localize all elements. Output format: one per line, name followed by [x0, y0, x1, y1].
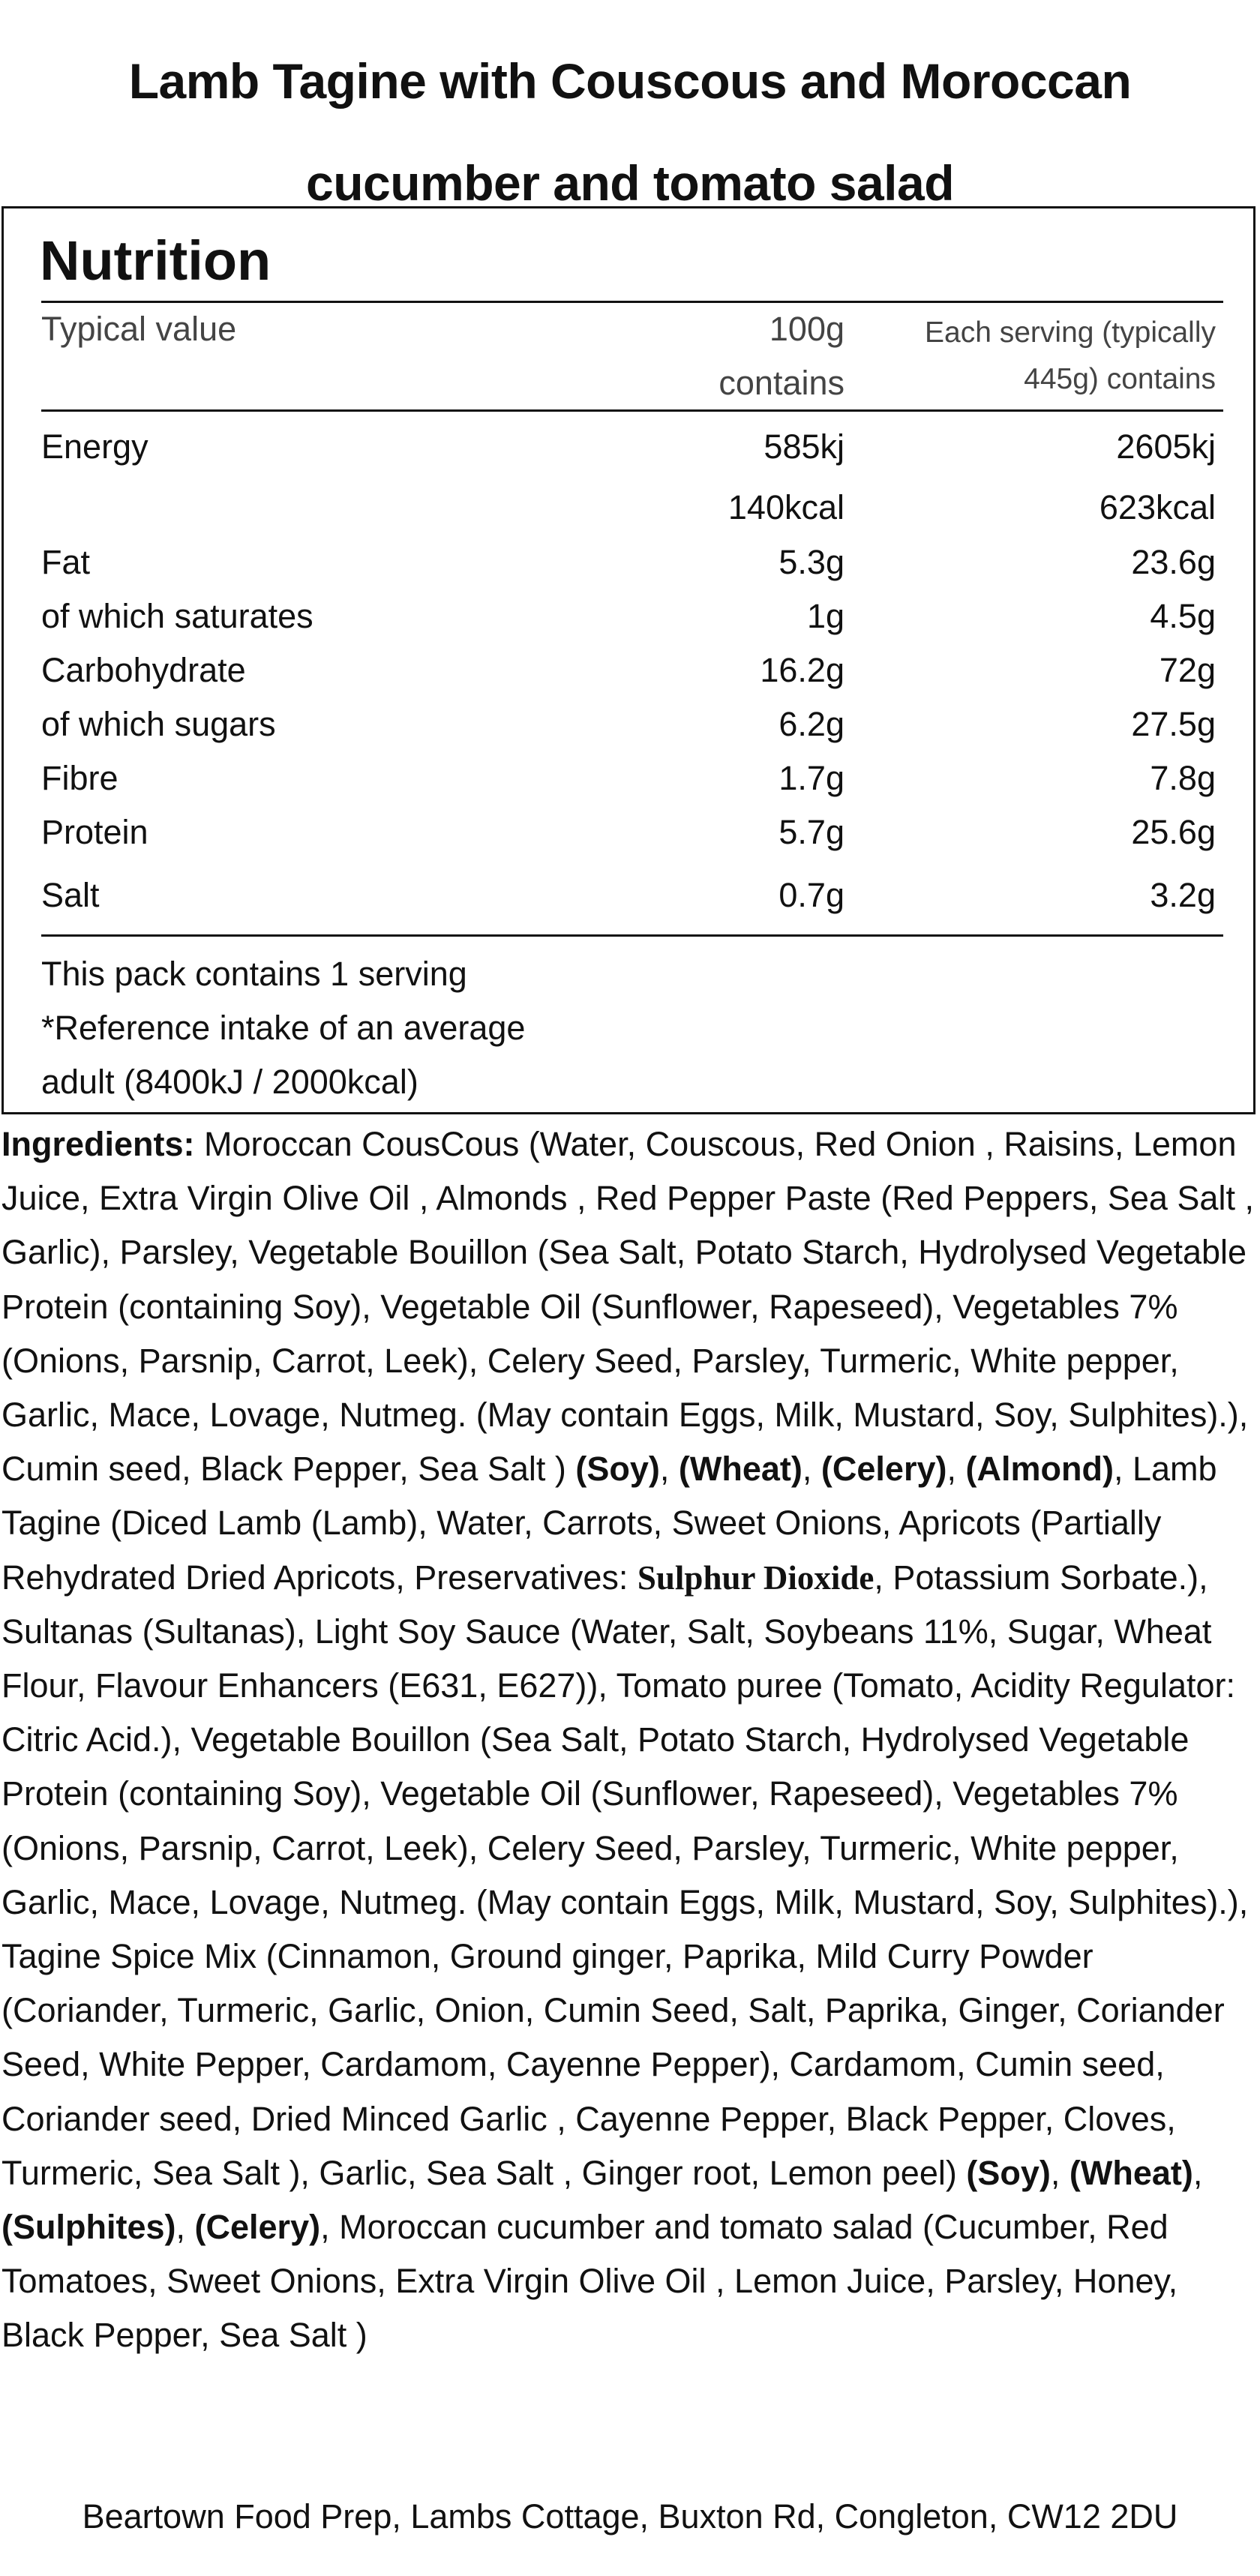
ingredients-text — [2, 1117, 1258, 2363]
nutrient-per-100g: 1.7g — [778, 759, 844, 797]
header-per-serving-line2: 445g) contains — [1024, 363, 1216, 395]
nutrient-label: of which saturates — [41, 597, 314, 635]
allergen: (Soy) — [966, 2153, 1051, 2192]
reference-intake-note: adult (8400kJ / 2000kcal) — [41, 1063, 418, 1101]
address-footer: Beartown Food Prep, Lambs Cottage, Buxton Rd, Congleton, CW12 2DU — [82, 2497, 1178, 2536]
separator: , — [802, 1450, 821, 1489]
nutrient-label: Salt — [41, 876, 100, 914]
ingredients-part: , Potassium Sorbate.), Sultanas (Sultanas), Light Soy Sauce (Water, Salt, Soybeans 11%, Sugar, Wheat Flour, Flavour Enhancers (E631, E627)), Tomato puree (Tomato, Acidity Regulator: Citric Acid.), Vegetable Bouillon (Sea Salt, Potato Starch, Hydrolysed Vegetable Protein (containing Soy), Vegetable Oil (Sunflower, Rapeseed), Vegetables 7% (Onions, Parsnip, Carrot, Leek), Celery Seed, Parsley, Turmeric, White pepper, Garlic, Mace, Lovage, Nutmeg. (May contain Eggs, Milk, Mustard, Soy, Sulphites).), Tagine Spice Mix (Cinnamon, Ground ginger, Paprika, Mild Curry Powder (Coriander, Turmeric, Garlic, Onion, Cumin Seed, Salt, Paprika, Ginger, Coriander Seed, White Pepper, Cardamom, Cayenne Pepper), Cardamom, Cumin seed, Coriander seed, Dried Minced Garlic , Cayenne Pepper, Black Pepper, Cloves, Turmeric, Sea Salt ), Garlic, Sea Salt , Ginger root, Lemon peel) — [2, 1558, 1249, 2192]
nutrient-per-100g: 0.7g — [778, 876, 844, 914]
nutrient-per-100g: 5.7g — [778, 813, 844, 851]
header-per-100g-line1: 100g — [769, 310, 844, 348]
ingredients-part: , Lamb Tagine (Diced Lamb (Lamb), Water, Carrots, Sweet Onions, Apricots (Partially Rehydrated Dried Apricots, Preservatives: — [2, 1450, 1217, 1597]
ingredients-part: Moroccan CousCous (Water, Couscous, Red Onion , Raisins, Lemon Juice, Extra Virgin Olive Oil , Almonds , Red Pepper Paste (Red Peppers, Sea Salt , Garlic), Parsley, Vegetable Bouillon (Sea Salt, Potato Starch, Hydrolysed Vegetable Protein (containing Soy), Vegetable Oil (Sunflower, Rapeseed), Vegetables 7% (Onions, Parsnip, Carrot, Leek), Celery Seed, Parsley, Turmeric, White pepper, Garlic, Mace, Lovage, Nutmeg. (May contain Eggs, Milk, Mustard, Soy, Sulphites).), Cumin seed, Black Pepper, Sea Salt ) — [2, 1125, 1254, 1489]
nutrient-per-serving: 7.8g — [1150, 759, 1216, 797]
allergen: Sulphur Dioxide — [637, 1558, 874, 1597]
header-per-serving-line1: Each serving (typically — [925, 316, 1216, 349]
header-per-100g-line2: contains — [718, 364, 844, 402]
separator: , — [176, 2208, 195, 2247]
reference-intake-note: *Reference intake of an average — [41, 1009, 526, 1047]
nutrient-label: Protein — [41, 813, 148, 851]
divider-bottom — [41, 934, 1223, 937]
separator: , — [659, 1450, 679, 1489]
allergen: (Soy) — [575, 1450, 660, 1489]
nutrient-per-serving: 72g — [1159, 651, 1216, 689]
nutrient-label: Carbohydrate — [41, 651, 246, 689]
nutrient-per-100g: 5.3g — [778, 543, 844, 581]
header-typical-value: Typical value — [41, 310, 237, 348]
energy-per-serving-kcal: 623kcal — [1099, 488, 1216, 526]
nutrition-heading: Nutrition — [40, 229, 272, 292]
ingredients-label: Ingredients: — [2, 1125, 195, 1163]
energy-label: Energy — [41, 427, 148, 466]
nutrient-label: of which sugars — [41, 705, 276, 743]
ingredients-part: , Moroccan cucumber and tomato salad (Cucumber, Red Tomatoes, Sweet Onions, Extra Virgin Olive Oil , Lemon Juice, Parsley, Honey, Black Pepper, Sea Salt ) — [2, 2208, 1178, 2355]
nutrient-per-100g: 1g — [806, 597, 844, 635]
nutrient-label: Fat — [41, 543, 91, 581]
nutrient-per-serving: 4.5g — [1150, 597, 1216, 635]
divider-header — [41, 409, 1223, 412]
serving-note: This pack contains 1 serving — [41, 955, 467, 993]
nutrient-per-100g: 6.2g — [778, 705, 844, 743]
page-title: Lamb Tagine with Couscous and Moroccan cucumber and tomato salad — [128, 53, 1132, 211]
energy-per-100g-kcal: 140kcal — [728, 488, 844, 526]
allergen: (Almond) — [965, 1450, 1114, 1489]
allergen: (Celery) — [820, 1450, 947, 1489]
nutrient-label: Fibre — [41, 759, 118, 797]
separator: , — [946, 1450, 966, 1489]
energy-per-100g-kj: 585kj — [764, 427, 844, 466]
allergen: (Wheat) — [1069, 2153, 1193, 2192]
separator: , — [1050, 2153, 1070, 2192]
nutrition-panel — [2, 206, 1256, 1114]
allergen: (Wheat) — [678, 1450, 802, 1489]
allergen: (Sulphites) — [2, 2208, 176, 2247]
separator: , — [1192, 2153, 1203, 2192]
energy-per-serving-kj: 2605kj — [1116, 427, 1216, 466]
nutrient-per-100g: 16.2g — [760, 651, 844, 689]
nutrient-per-serving: 25.6g — [1131, 813, 1216, 851]
nutrient-per-serving: 23.6g — [1131, 543, 1216, 581]
nutrient-per-serving: 27.5g — [1131, 705, 1216, 743]
allergen: (Celery) — [194, 2208, 321, 2247]
nutrient-per-serving: 3.2g — [1150, 876, 1216, 914]
